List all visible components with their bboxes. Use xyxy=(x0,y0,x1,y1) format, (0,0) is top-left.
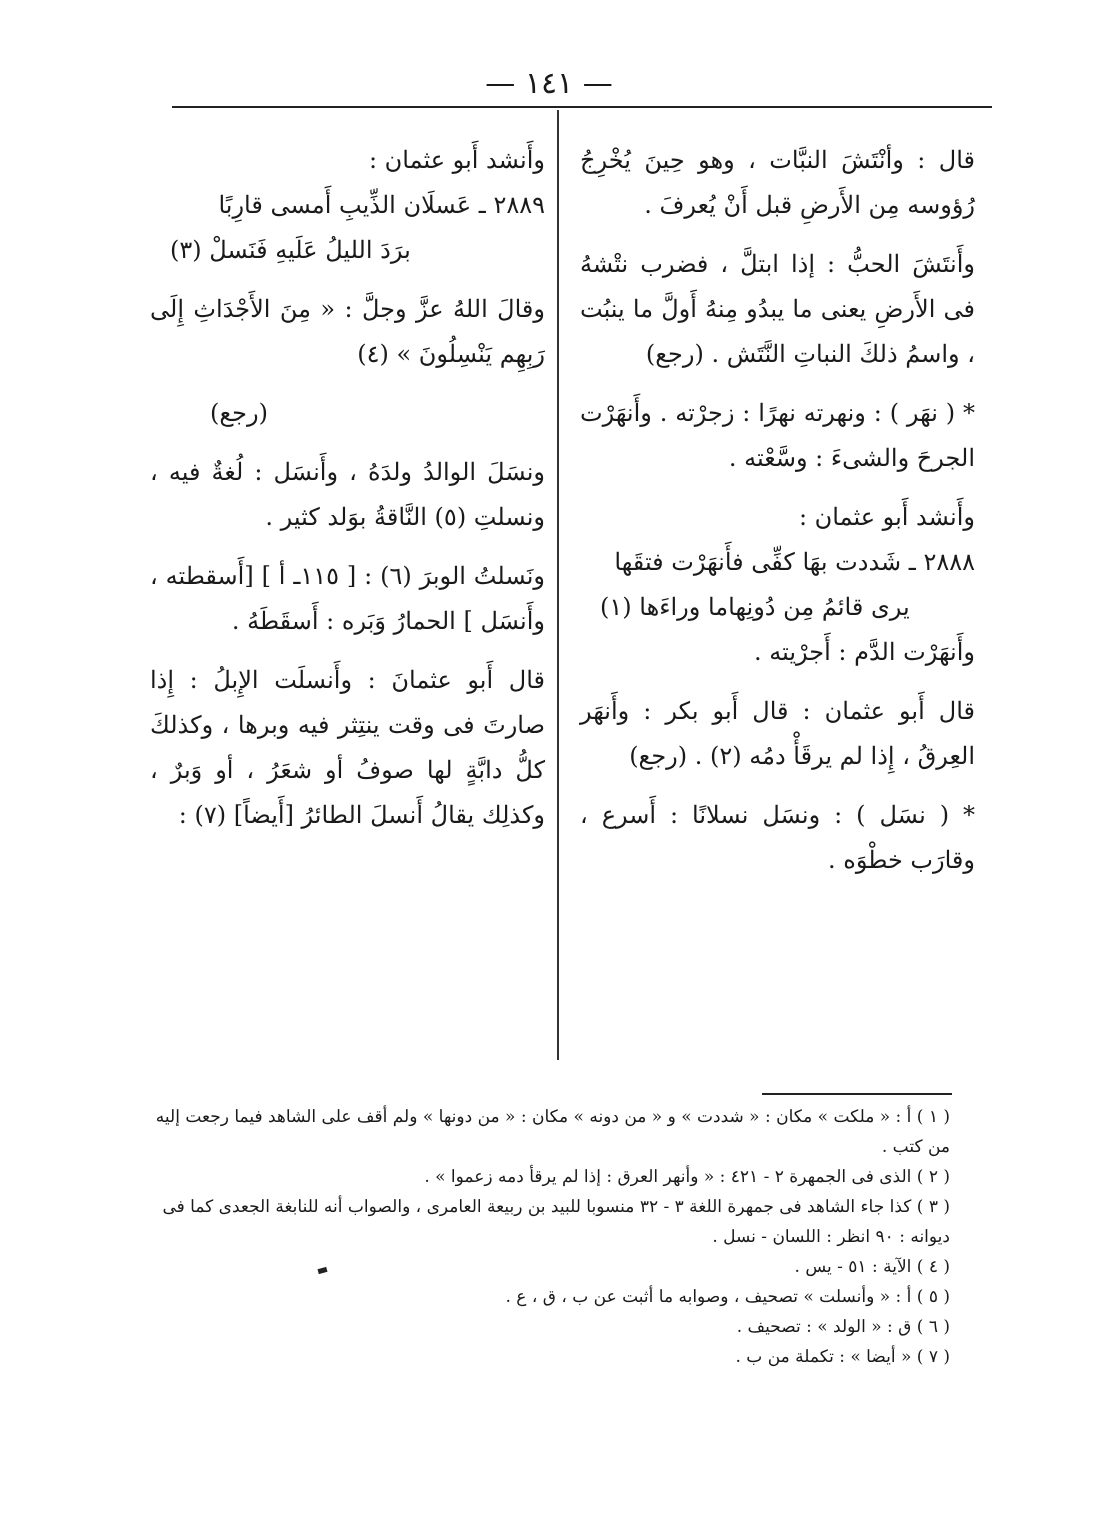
paragraph: وأَنشد أَبو عثمان : xyxy=(798,503,975,531)
footnote: ( ٦ ) ق : « الولد » : تصحيف . xyxy=(736,1317,950,1337)
footnote: ( ٤ ) الآية : ٥١ - يس . xyxy=(794,1257,950,1277)
paragraph: قال أَبو عثمانَ : وأَنسلَت الإِبلُ : إِذا صارتَ فى وقت ينتِثر فيه وبرها ، وكذلكَ كلُّ دابَّةٍ لها صوفُ أو شعَرُ ، أو وَبرٌ ، وكذلِك يقالُ أَنسلَ الطائرُ [أَيضاً] (٧) : xyxy=(150,666,545,829)
verse-line: ٢٨٨٩ ـ عَسلَان الذِّيبِ أَمسى قارِبًا xyxy=(218,191,545,219)
entry-nahar: * ( نهَر ) : ونهرته نهرًا : زجرْته . وأَنهَرْت الجرحَ والشىءَ : وسَّعْته . xyxy=(580,399,975,472)
entry-nasal: * ( نسَل ) : ونسَل نسلانًا : أَسرع ، وقارَب خطْوَه . xyxy=(580,801,975,874)
footnotes xyxy=(150,1102,950,1372)
footnote: ( ١ ) أ : « ملكت » مكان : « شددت » و « من دونه » مكان : « من دونها » ولم أقف على الشاهد فيما رجعت إليه من كتب . xyxy=(155,1107,950,1157)
verse-line: يرى قائمُ مِن دُونِهاما وراءَها (١) xyxy=(600,593,910,621)
footnote-rule xyxy=(762,1093,952,1095)
column-divider xyxy=(557,110,559,1060)
paragraph: قال أَبو عثمان : قال أَبو بكر : وأَنهَر العِرقُ ، إِذا لم يرقَأْ دمُه (٢) . (رجع) xyxy=(580,697,975,770)
paragraph: وأَنهَرْت الدَّم : أَجرْيته . xyxy=(753,638,975,666)
header-rule xyxy=(172,106,992,108)
footnote: ( ٧ ) « أيضا » : تكملة من ب . xyxy=(735,1347,950,1367)
paragraph: وأَنتَشَ الحبُّ : إذا ابتلَّ ، فضرب نتْشهُ فى الأَرضِ يعنى ما يبدُو مِنهُ أَولَّ ما ينبُت ، واسمُ ذلكَ النباتِ النَّتَش . (رجع) xyxy=(580,250,975,368)
paragraph: قال : وأنْتَشَ النبَّات ، وهو حِينَ يُخْرِجُ رُؤوسه مِن الأَرضِ قبل أَنْ يُعرفَ . xyxy=(580,146,975,219)
page-number: — ١٤١ — xyxy=(485,66,613,101)
left-column xyxy=(150,138,545,852)
paragraph: ونَسلتُ الوبرَ (٦) : [ ١١٥ـ أ ] [أَسقطته ، وأَنسَل ] الحمارُ وَبَره : أَسقَطَهُ . xyxy=(150,562,545,635)
quran-quote: وقالَ اللهُ عزَّ وجلَّ : « مِنَ الأَجْدَاثِ إِلَى رَبِهِم يَنْسِلُونَ » (٤) xyxy=(150,295,545,368)
verse-line: ٢٨٨٨ ـ شَددت بهَا كفِّى فأَنهَرْت فتقَها xyxy=(614,548,975,576)
footnote: ( ٥ ) أ : « وأنسلت » تصحيف ، وصوابه ما أثبت عن ب ، ق ، ع . xyxy=(505,1287,950,1307)
paragraph: ونسَلَ الوالدُ ولدَهُ ، وأَنسَل : لُغةٌ فيه ، ونسلتِ (٥) النَّاقةُ بوَلد كثير . xyxy=(150,458,545,531)
section-tag: (رجع) xyxy=(210,399,268,427)
paragraph: وأَنشد أَبو عثمان : xyxy=(368,146,545,174)
footnote: ( ٣ ) كذا جاء الشاهد فى جمهرة اللغة ٣ - ٣٢ منسوبا للبيد بن ربيعة العامرى ، والصواب أنه للنابغة الجعدى كما فى ديوانه : ٩٠ انظر : اللسان - نسل . xyxy=(162,1197,950,1247)
footnote: ( ٢ ) الذى فى الجمهرة ٢ - ٤٢١ : « وأنهر العرق : إذا لم يرقأ دمه زعموا » . xyxy=(424,1167,950,1187)
right-column xyxy=(580,138,975,897)
verse-line: برَدَ الليلُ عَلَيهِ فَنَسلْ (٣) xyxy=(170,236,411,264)
